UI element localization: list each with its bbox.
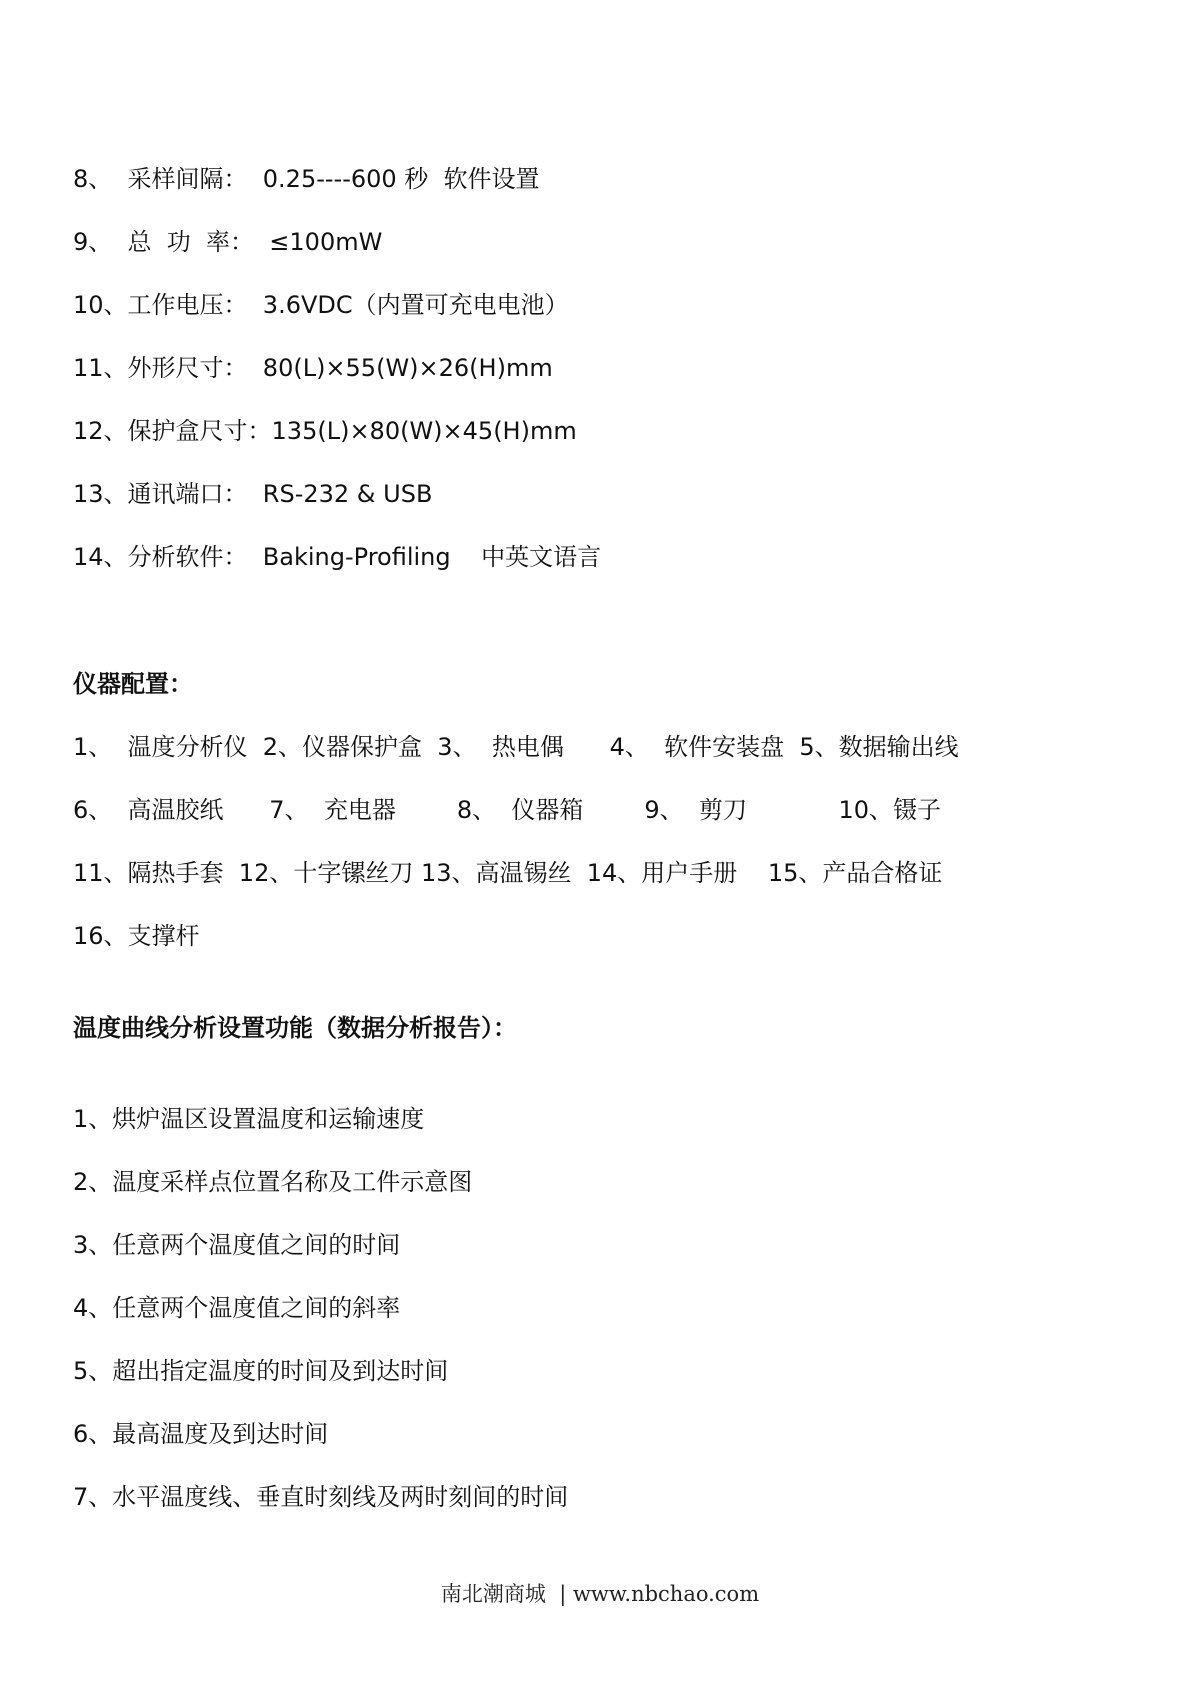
config-line: 6、 高温胶纸 7、 充电器 8、 仪器箱 9、 剪刀 10、镊子 [73,796,942,824]
analysis-item: 6、最高温度及到达时间 [73,1420,329,1448]
config-line: 1、 温度分析仪 2、仪器保护盒 3、 热电偶 4、 软件安装盘 5、数据输出线 [73,733,959,761]
spec-item-case-dimensions: 12、保护盒尺寸：135(L)×80(W)×45(H)mm [73,417,577,445]
analysis-item: 3、任意两个温度值之间的时间 [73,1231,401,1259]
config-line: 16、支撑杆 [73,922,200,950]
analysis-item: 2、温度采样点位置名称及工件示意图 [73,1168,473,1196]
page-footer: 南北潮商城 | www.nbchao.com [440,1582,760,1606]
analysis-item: 5、超出指定温度的时间及到达时间 [73,1357,449,1385]
spec-item-software: 14、分析软件： Baking-Profiling 中英文语言 [73,543,602,571]
spec-item-comm-port: 13、通讯端口： RS-232 & USB [73,480,433,508]
spec-item-sampling-interval: 8、 采样间隔： 0.25----600 秒 软件设置 [73,165,540,193]
analysis-item: 1、烘炉温区设置温度和运输速度 [73,1105,425,1133]
spec-item-working-voltage: 10、工作电压： 3.6VDC（内置可充电电池） [73,291,569,319]
analysis-item: 4、任意两个温度值之间的斜率 [73,1294,401,1322]
spec-item-dimensions: 11、外形尺寸： 80(L)×55(W)×26(H)mm [73,354,553,382]
config-heading: 仪器配置： [73,670,193,698]
config-line: 11、隔热手套 12、十字镙丝刀 13、高温锡丝 14、用户手册 15、产品合格证 [73,859,943,887]
analysis-item: 7、水平温度线、垂直时刻线及两时刻间的时间 [73,1483,569,1511]
analysis-heading: 温度曲线分析设置功能（数据分析报告）： [73,1014,517,1042]
spec-item-total-power: 9、 总 功 率： ≤100mW [73,228,383,256]
